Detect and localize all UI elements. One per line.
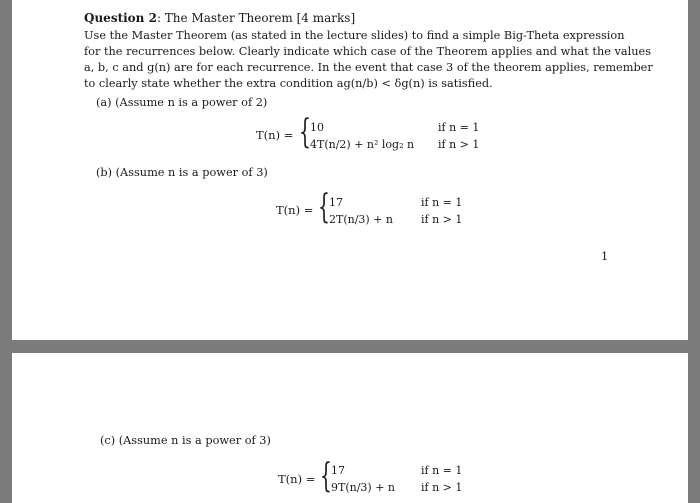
case-condition: if n = 1 [421,196,463,209]
part-a-brace: { [299,112,311,152]
case-expression: 2T(n/3) + n [329,213,394,226]
case-expression: 10 [310,121,324,134]
page-number: 1 [601,250,609,263]
part-c-case-2 [331,480,462,497]
part-b-lhs: T(n) = [276,203,314,217]
part-b-brace: { [318,187,330,227]
intro-line-3: a, b, c and g(n) are for each recurrence. In the event that case 3 of the theorem applies, remember [84,61,653,74]
question-title: Question 2 [84,11,157,25]
part-b-label: (b) (Assume n is a power of 3) [96,166,268,179]
case-condition: if n = 1 [438,121,480,134]
part-a-lhs: T(n) = [256,128,294,142]
part-c-lhs: T(n) = [278,472,316,486]
case-condition: if n > 1 [421,213,463,226]
case-expression: 4T(n/2) + n² log₂ n [310,138,415,151]
part-b-case-1 [329,195,462,212]
part-a-case-2 [310,137,479,154]
part-c-cases [331,463,462,497]
question-subtitle: : The Master Theorem [4 marks] [156,11,356,25]
intro-line-2: for the recurrences below. Clearly indicate which case of the Theorem applies and what the values [84,45,651,58]
part-b-cases [329,195,462,229]
part-b-case-2 [329,212,462,229]
intro-line-4: to clearly state whether the extra condition ag(n/b) < δg(n) is satisfied. [84,77,493,90]
case-expression: 9T(n/3) + n [331,481,396,494]
case-condition: if n = 1 [421,464,463,477]
part-c-case-1 [331,463,462,480]
part-a-case-1 [310,120,479,137]
part-c-label: (c) (Assume n is a power of 3) [100,434,271,447]
case-expression: 17 [329,196,343,209]
case-expression: 17 [331,464,345,477]
part-a-cases [310,120,479,154]
case-condition: if n > 1 [421,481,463,494]
part-a-label: (a) (Assume n is a power of 2) [96,96,268,109]
intro-line-1: Use the Master Theorem (as stated in the lecture slides) to find a simple Big-Theta expression [84,29,625,42]
question-heading [84,11,355,25]
case-condition: if n > 1 [438,138,480,151]
part-c-brace: { [320,456,332,496]
document-page-2 [12,353,688,503]
document-page-1 [12,0,688,340]
